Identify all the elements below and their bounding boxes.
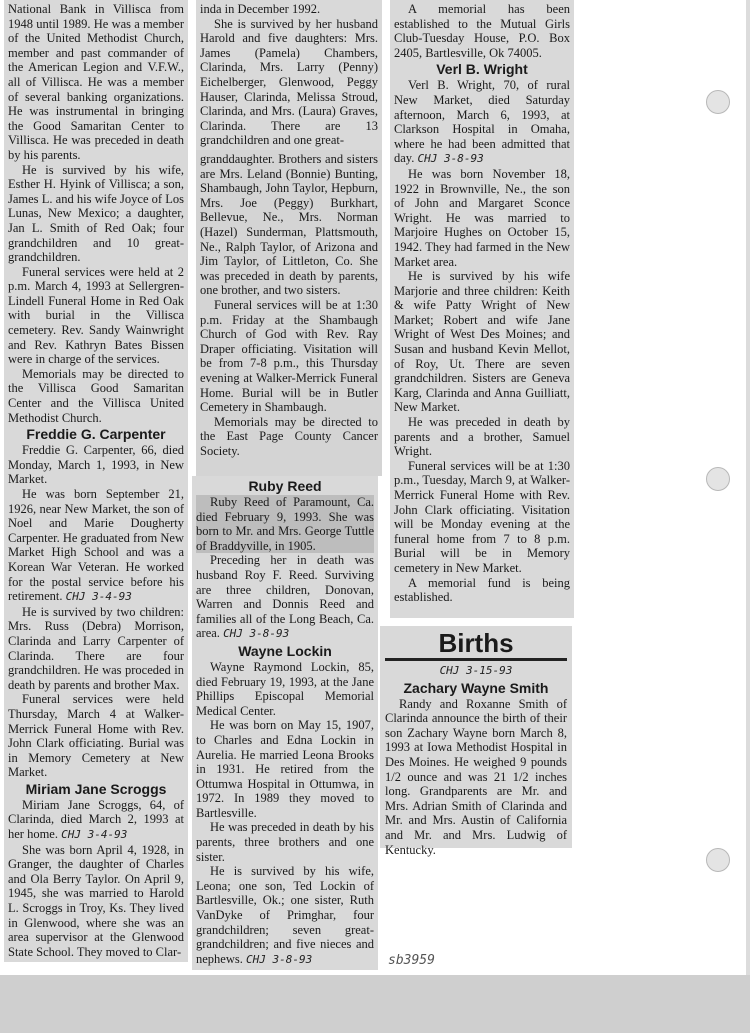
handwritten-date-note: CHJ 3-8-93: [246, 952, 313, 966]
hyink-paragraph-1: National Bank in Villisca from 1948 until 1989. He was a member of the United Methodist Church, member and past commander of the American Legion and V.F.W., all of Villisca. He was a member of several banking organizations. He was instrumental in bringing the Good Samaritan Center to Villisca. He was preceded in death by his parents.: [8, 2, 184, 162]
handwritten-date-note: CHJ 3-4-93: [65, 590, 132, 604]
carpenter-paragraph-2-text: He was born September 21, 1926, near New Market, the son of Noel and Marie Dougherty Carpenter. He graduated from New Market High School and was a Korean War Veteran. He worked for the postal service before his retirement.: [8, 487, 184, 604]
births-section-header: Births: [385, 628, 567, 661]
clipping-column-2-survivors: [196, 150, 382, 476]
binder-hole-middle: [706, 467, 730, 491]
wright-headline: Verl B. Wright: [436, 61, 528, 78]
wright-paragraph-6: A memorial fund is being established.: [394, 575, 570, 605]
wright-paragraph-4: He was preceded in death by parents and a brother, Samuel Wright.: [394, 415, 570, 459]
smith-birth-paragraph: Randy and Roxanne Smith of Clarinda announce the birth of their son Zachary Wayne born March 8, 1993 at Iowa Methodist Hospital in Des Moines. He weighed 9 pounds 1/2 ounce and was 21 1/2 inches long. Grandparents are Mr. and Mrs. Adrian Smith of Clarinda and Mr. and Mrs. Austin of California and Mr. and Mrs. Ludwig of Kentucky.: [385, 696, 567, 857]
scroggs-paragraph-1: [8, 798, 184, 843]
lockin-paragraph-4: [196, 864, 374, 967]
hyink-paragraph-2: He is survived by his wife, Esther H. Hyink of Villisca; a son, James L. and his wife Joyce of Los Lunas, New Mexico; a daughter, Jan L. Smith of Red Oak; four grandchildren and 10 great-grandchildren.: [8, 162, 184, 265]
scroggs-continued-3: granddaughter. Brothers and sisters are Mrs. Leland (Bonnie) Bunting, Shambaugh, John Taylor, Hepburn, Mrs. Joe (Peggy) Burkhart, Bellevue, Ne., Mrs. Norman (Hazel) Sunderman, Plattsmouth, Ne., Ralph Taylor, of Arizona and Jim Taylor, of Littleton, Co. She was preceded in death by parents, one brother, and two sisters.: [200, 152, 378, 298]
binder-hole-bottom: [706, 848, 730, 872]
carpenter-paragraph-2: [8, 487, 184, 605]
catalog-number: sb3959: [388, 953, 435, 968]
hyink-paragraph-4: Memorials may be directed to the Villisca Good Samaritan Center and the Villisca United Methodist Church.: [8, 366, 184, 425]
reed-headline: Ruby Reed: [248, 478, 322, 494]
lockin-headline: Wayne Lockin: [238, 642, 332, 659]
reed-paragraph-2: [196, 553, 374, 642]
lockin-paragraph-2: He was born on May 15, 1907, to Charles and Edna Lockin in Aurelia. He married Leona Brooks in 1931. He retired from the Ottumwa Hospital in Ottumwa, in 1972. In 1989 they moved to Bartlesville.: [196, 718, 374, 820]
clipping-column-3: [390, 0, 574, 618]
handwritten-date-note: CHJ 3-8-93: [417, 152, 484, 166]
carpenter-paragraph-3: He is survived by two children: Mrs. Russ (Debra) Morrison, Clarinda and Larry Carpenter of Clarinda. There are four grandchildren. He was proceded in death by parents and brother Max.: [8, 604, 184, 692]
scroggs-continued-5: Memorials may be directed to the East Page County Cancer Society.: [200, 414, 378, 458]
lockin-memorial-paragraph: A memorial has been established to the Mutual Girls Club-Tuesday House, P.O. Box 2405, Bartlesville, Ok 74005.: [394, 2, 570, 60]
wright-paragraph-2: He was born November 18, 1922 in Brownville, Ne., the son of John and Margaret Sconce Wright. He was married to Marjoire Hughes on October 15, 1942. They had farmed in the New Market area.: [394, 166, 570, 269]
births-hand-note-row: [385, 663, 567, 679]
clipping-column-2-bottom: [192, 476, 378, 970]
scroggs-continued-1: inda in December 1992.: [200, 2, 321, 16]
scroggs-continued-2: She is survived by her husband Harold and five daughters: Mrs. James (Pamela) Chambers, Clarinda, Mrs. Larry (Penny) Eichelberger, Glenwood, Peggy Hauser, Clarinda, Melissa Stroud, Clarinda, and Mrs. (Laura) Graves, Clarinda. There are 13 grandchildren and one great-: [200, 16, 378, 148]
clipping-births: [380, 626, 572, 857]
wright-paragraph-5: Funeral services will be at 1:30 p.m., Tuesday, March 9, at Walker-Merrick Funeral Home with Rev. John Clark officiating. Visitation will be Monday evening at the funeral home from 7 to 8 p.m. Burial will be in Memory cemetery in New Market.: [394, 458, 570, 575]
handwritten-date-note: CHJ 3-15-93: [439, 664, 513, 677]
smith-birth-headline: Zachary Wayne Smith: [403, 679, 549, 696]
carpenter-headline: Freddie G. Carpenter: [26, 426, 166, 443]
wright-paragraph-3: He is survived by his wife Marjorie and three children: Keith & wife Patty Wright of New Market; Robert and wife Jane Wright of West Des Moines; and Susan and husband Kevin Mellot, of Roy, Ut. There are seven grandchildren. Sisters are Geneva Karg, Clarinda and Anna Guilliatt, New Market.: [394, 269, 570, 415]
wright-paragraph-1: [394, 78, 570, 167]
handwritten-date-note: CHJ 3-8-93: [223, 627, 290, 641]
hyink-paragraph-3: Funeral services were held at 2 p.m. March 4, 1993 at Sellergren-Lindell Funeral Home in Red Oak with burial in the Villisca cemetery. Rev. Sandy Wainwright and Rev. Kathryn Bates Bissen were in charge of the services.: [8, 264, 184, 367]
scroggs-paragraph-2: She was born April 4, 1928, in Granger, the daughter of Charles and Ola Berry Taylor. On April 9, 1945, she was married to Harold L. Scroggs in Troy, Ks. They lived in Glenwood, where she was an area supervisor at the Glenwood State School. They moved to Clar-: [8, 842, 184, 959]
lockin-paragraph-3: He was preceded in death by his parents, three brothers and one sister.: [196, 820, 374, 864]
lockin-paragraph-4-text: He is survived by his wife, Leona; one son, Ted Lockin of Bartlesville, Ok.; one sister, Ruth VanDyke of Primghar, four grandchildren; seven great-grandchildren; and five nieces and nephews.: [196, 864, 374, 966]
carpenter-paragraph-1: Freddie G. Carpenter, 66, died Monday, March 1, 1993, in New Market.: [8, 443, 184, 487]
reed-paragraph-2-text: Preceding her in death was husband Roy F. Reed. Surviving are three children, Donovan, Warren and Donnis Reed and families all of the Long Beach, Ca. area.: [196, 553, 374, 641]
handwritten-date-note: CHJ 3-4-93: [61, 828, 128, 842]
clipping-column-1: [4, 0, 188, 962]
binder-hole-top: [706, 90, 730, 114]
lockin-paragraph-1: Wayne Raymond Lockin, 85, died February 19, 1993, at the Jane Phillips Episcopal Memorial Medical Center.: [196, 659, 374, 718]
reed-paragraph-1: Ruby Reed of Paramount, Ca. died February 9, 1993. She was born to Mr. and Mrs. George Tuttle of Braddyville, in 1905.: [196, 495, 374, 553]
carpenter-paragraph-4: Funeral services were held Thursday, March 4 at Walker-Merrick Funeral Home with Rev. John Clark officiating. Burial was in Memory Cemetery at New Market.: [8, 692, 184, 780]
scroggs-headline: Miriam Jane Scroggs: [25, 780, 167, 797]
scanner-bed-margin: [0, 975, 750, 1033]
scroggs-paragraph-1-text: Miriam Jane Scroggs, 64, of Clarinda, died March 2, 1993 at her home.: [8, 797, 184, 842]
wright-paragraph-1-text: Verl B. Wright, 70, of rural New Market, died Saturday afternoon, March 6, 1993, at Clarkson Hospital in Omaha, where he had been admitted that day.: [394, 78, 570, 166]
scroggs-continued-4: Funeral services will be at 1:30 p.m. Friday at the Shambaugh Church of God with Rev. Ray Draper officiating. Visitation will be from 7-8 p.m., this Thursday evening at Walker-Merrick Funeral Home. Burial will be in Butler Cemetery in Shambaugh.: [200, 297, 378, 415]
